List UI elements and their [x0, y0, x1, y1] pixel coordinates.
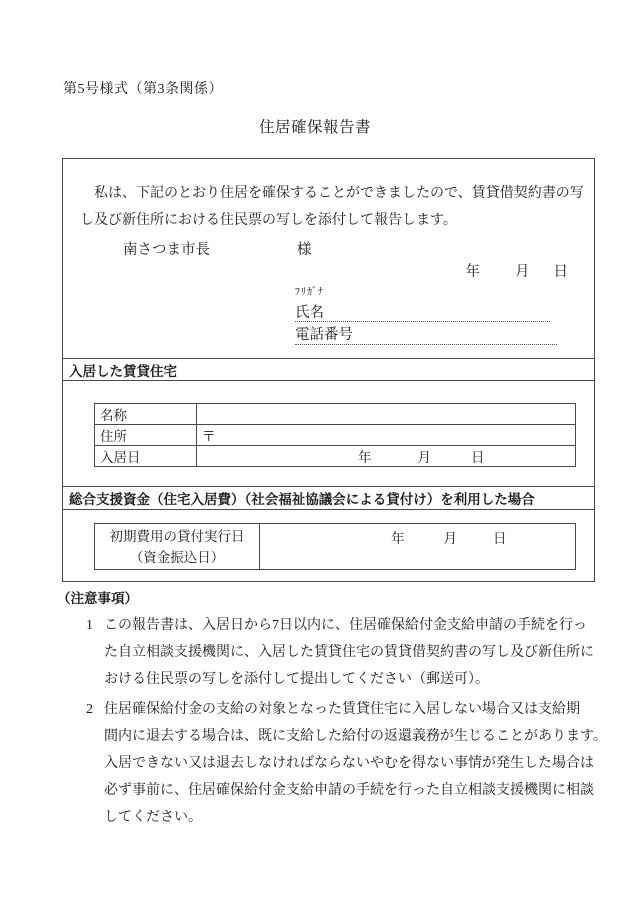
notes-section — [57, 590, 607, 831]
note-item-2 — [57, 696, 607, 831]
note-number: 2 — [86, 702, 93, 717]
day-label: 日 — [493, 531, 507, 546]
table-row-loan-date — [95, 524, 576, 570]
loan-date-field — [391, 527, 507, 547]
section-heading-housing — [63, 358, 594, 381]
section-heading-loan-label: 総合支援資金（住宅入居費）（社会福祉協議会による貸付け）を利用した場合 — [69, 492, 535, 507]
year-label: 年 — [391, 531, 405, 546]
day-label: 日 — [471, 450, 485, 465]
housing-name-label: 名称 — [95, 404, 197, 425]
table-row-name — [95, 404, 576, 425]
loan-date-label-line2: （資金振込日） — [129, 549, 225, 565]
phone-label: 電話番号 — [295, 327, 353, 343]
loan-date-label-line1: 初期費用の貸付実行日 — [109, 528, 245, 544]
note-text: この報告書は、入居日から7日以内に、住居確保給付金支給申請の手続を行っ た自立相談支援機関に、入居した賃貸住宅の賃貸借契約書の写し及び新住所に おける住民票の写しを添付して提出してください（郵送可）。 — [104, 618, 594, 687]
page-title: 住居確保報告書 — [258, 119, 371, 136]
furigana-label: ﾌﾘｶﾞﾅ — [295, 287, 324, 298]
month-label: 月 — [417, 450, 431, 465]
phone-field — [295, 323, 557, 345]
movein-date-value — [197, 446, 576, 467]
notes-heading: （注意事項） — [57, 591, 138, 606]
note-item-1 — [57, 612, 602, 693]
section-heading-loan — [63, 486, 594, 510]
loan-date-label — [95, 524, 260, 570]
addressee-row — [123, 238, 312, 259]
table-row-movein — [95, 446, 576, 467]
note-text: 住居確保給付金の支給の対象となった賃貸住宅に入居しない場合又は支給期 間内に退去する場合は、既に支給した給付の返還義務が生じることがあります。 入居できない又は退去しなければならないやむを得ない事情が発生した場合は 必ず事前に、住居確保給付金支給申請の手続を行った自立相談支援機関に相談 してください。 — [104, 702, 607, 825]
year-label: 年 — [358, 450, 372, 465]
housing-name-value — [197, 404, 576, 425]
addressee-name: 南さつま市長 — [123, 242, 210, 258]
movein-date-label: 入居日 — [95, 446, 197, 467]
housing-address-value — [197, 425, 576, 446]
postal-mark: 〒 — [202, 429, 216, 444]
housing-address-label: 住所 — [95, 425, 197, 446]
loan-table — [94, 523, 576, 570]
letter-body: 私は、下記のとおり住居を確保することができましたので、賃貸借契約書の写 し及び新住所における住民票の写しを添付して報告します。 — [80, 186, 584, 228]
movein-date-field — [358, 446, 485, 466]
housing-table — [94, 403, 576, 467]
form-number: 第5号様式（第3条関係） — [63, 82, 223, 97]
report-date-field — [466, 260, 569, 281]
honorific-label: 様 — [297, 242, 312, 258]
name-label: 氏名 — [295, 305, 324, 321]
month-label: 月 — [443, 531, 457, 546]
month-label: 月 — [515, 264, 530, 280]
day-label: 日 — [553, 264, 568, 280]
table-row-address — [95, 425, 576, 446]
name-field — [295, 301, 550, 322]
report-form-box — [62, 158, 595, 582]
loan-date-value — [260, 524, 576, 570]
year-label: 年 — [465, 264, 480, 280]
note-number: 1 — [86, 618, 93, 633]
section-heading-housing-label: 入居した賃貸住宅 — [69, 363, 177, 379]
